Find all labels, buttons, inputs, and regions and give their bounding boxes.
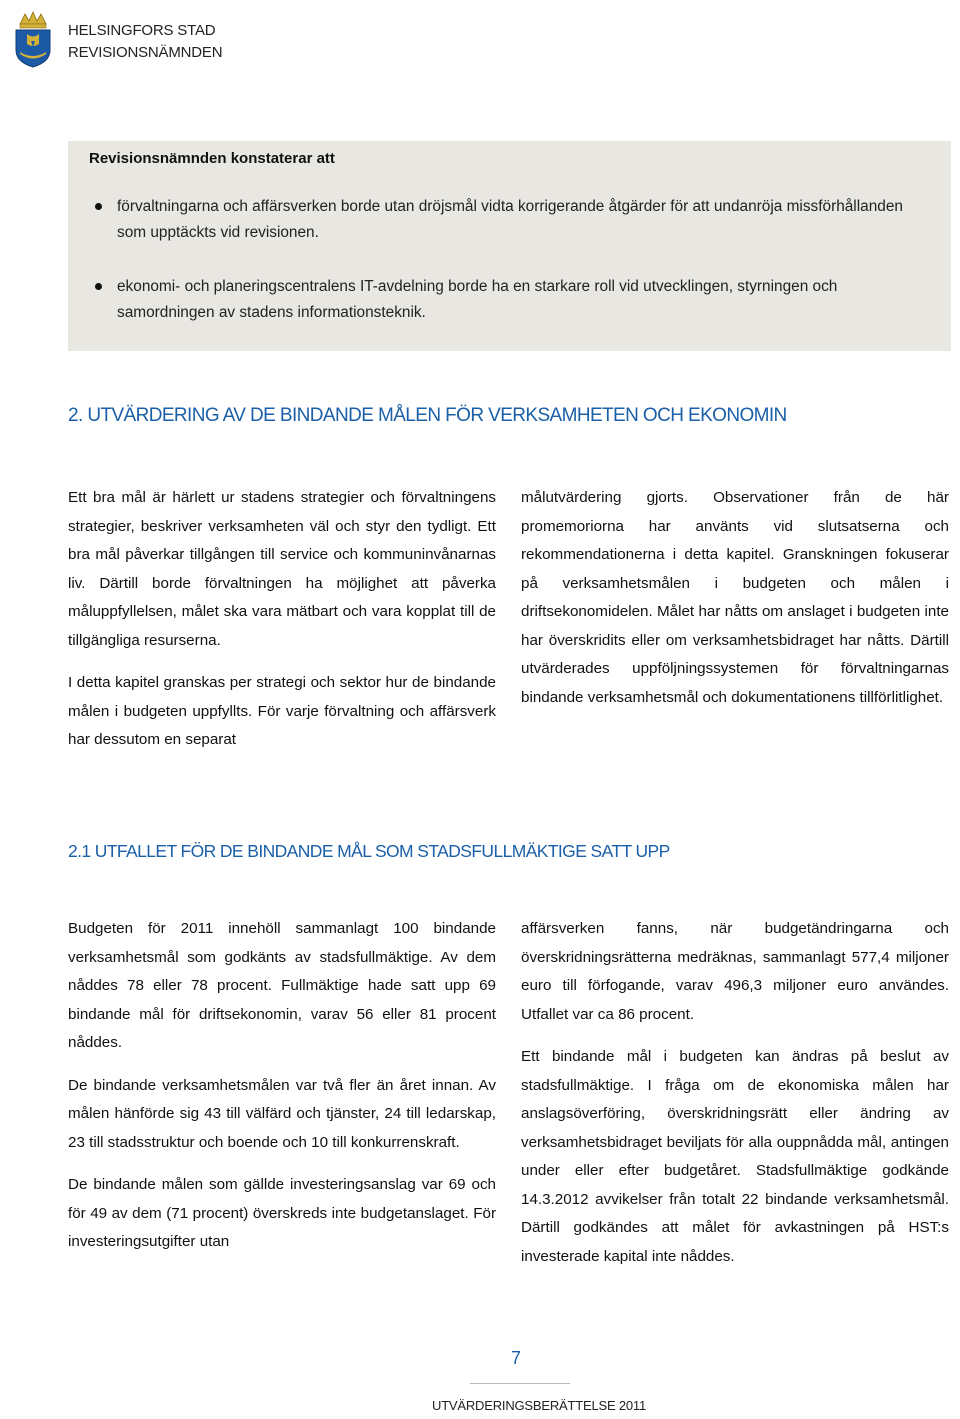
paragraph: De bindande verksamhetsmålen var två fler än året innan. Av målen hänförde sig 43 till välfärd och tjänster, 24 till ledarskap, 23 till stadsstruktur och boende och 10 till konkurrenskraft. [68,1076,496,1151]
summary-bullet-text: ekonomi- och planeringscentralens IT-avdelning borde ha en starkare roll vid utvecklingen, styrningen och samordningen av stadens informationsteknik. [117,278,838,321]
summary-bullet-text: förvaltningarna och affärsverken borde utan dröjsmål vidta korrigerande åtgärder för att undanröja missförhållanden som upptäckts vid revisionen. [117,198,903,241]
summary-bullet [117,274,929,326]
bullet-icon [95,283,102,290]
paragraph: I detta kapitel granskas per strategi och sektor hur de bindande målen i budgeten uppfyllts. För varje förvaltning och affärsverk har dessutom en separat [68,674,496,748]
paragraph: Ett bra mål är härlett ur stadens strategier och förvaltningens strategier, beskriver verksamheten väl och styr den tydligt. Ett bra mål påverkar tillgången till service och kommuninvånarnas liv. Därtill borde förvaltningen ha möjlighet att påverka måluppfyllelsen, målet ska vara mätbart och vara kopplat till de tillgängliga resurserna. [68,489,496,649]
paragraph: Ett bindande mål i budgeten kan ändras på beslut av stadsfullmäktige. I fråga om de ekonomiska målen har anslagsöverföring, överskridningsrätt eller ändring av verksamhetsbidraget beviljats för alla ouppnådda mål, antingen under eller efter budgetåret. Stadsfullmäktige godkände 14.3.2012 avvikelser från totalt 22 bindande verksamhetsmål. Därtill godkändes att målet för avkastningen på HST:s investerade kapital inte nåddes. [521,1048,949,1265]
bullet-icon [95,203,102,210]
section-2-heading: 2. UTVÄRDERING AV DE BINDANDE MÅLEN FÖR VERKSAMHETEN OCH EKONOMIN [68,405,787,426]
page-number: 7 [511,1348,522,1368]
paragraph: Budgeten för 2011 innehöll sammanlagt 100 bindande verksamhetsmål som godkänts av stadsfullmäktige. Av dem nåddes 78 eller 78 procent. Fullmäktige hade satt upp 69 bindande mål för driftsekonomin, varav 56 eller 81 procent nåddes. [68,920,496,1051]
dept-name: REVISIONSNÄMNDEN [68,44,223,61]
org-name: HELSINGFORS STAD [68,22,216,39]
paragraph: affärsverken fanns, när budgetändringarna och överskridningsrätterna medräknas, sammanlagt 577,4 miljoner euro till förfogande, varav 496,3 miljoner euro användes. Utfallet var ca 86 procent. [521,920,949,1023]
footer-title: UTVÄRDERINGSBERÄTTELSE 2011 [432,1398,646,1413]
section-2-1-heading: 2.1 UTFALLET FÖR DE BINDANDE MÅL SOM STADSFULLMÄKTIGE SATT UPP [68,841,670,861]
section-2-1-left-column [68,915,496,1271]
paragraph: De bindande målen som gällde investeringsanslag var 69 och för 49 av dem (71 procent) överskreds inte budgetanslaget. För investeringsutgifter utan [68,1176,496,1250]
footer-divider [470,1383,570,1384]
summary-box [68,141,951,351]
paragraph: målutvärdering gjorts. Observationer från de här promemoriorna har använts vid slutsatserna och rekommendationerna i detta kapitel. Granskningen fokuserar på verksamhetsmålen i budgeten och målen i driftsekonomidelen. Målet har nåtts om anslaget i budgeten inte har överskridits eller om verksamhetsbidraget har nåtts. Därtill utvärderades uppföljningssystemen för förvaltningarnas bindande verksamhetsmål och dokumentationens tillförlitlighet. [521,489,949,706]
summary-box-title: Revisionsnämnden konstaterar att [89,150,335,167]
section-2-right-column [521,484,949,726]
summary-bullet [117,194,929,246]
helsinki-coat-of-arms-icon [12,10,54,68]
section-2-left-column [68,484,496,769]
section-2-1-right-column [521,915,949,1285]
